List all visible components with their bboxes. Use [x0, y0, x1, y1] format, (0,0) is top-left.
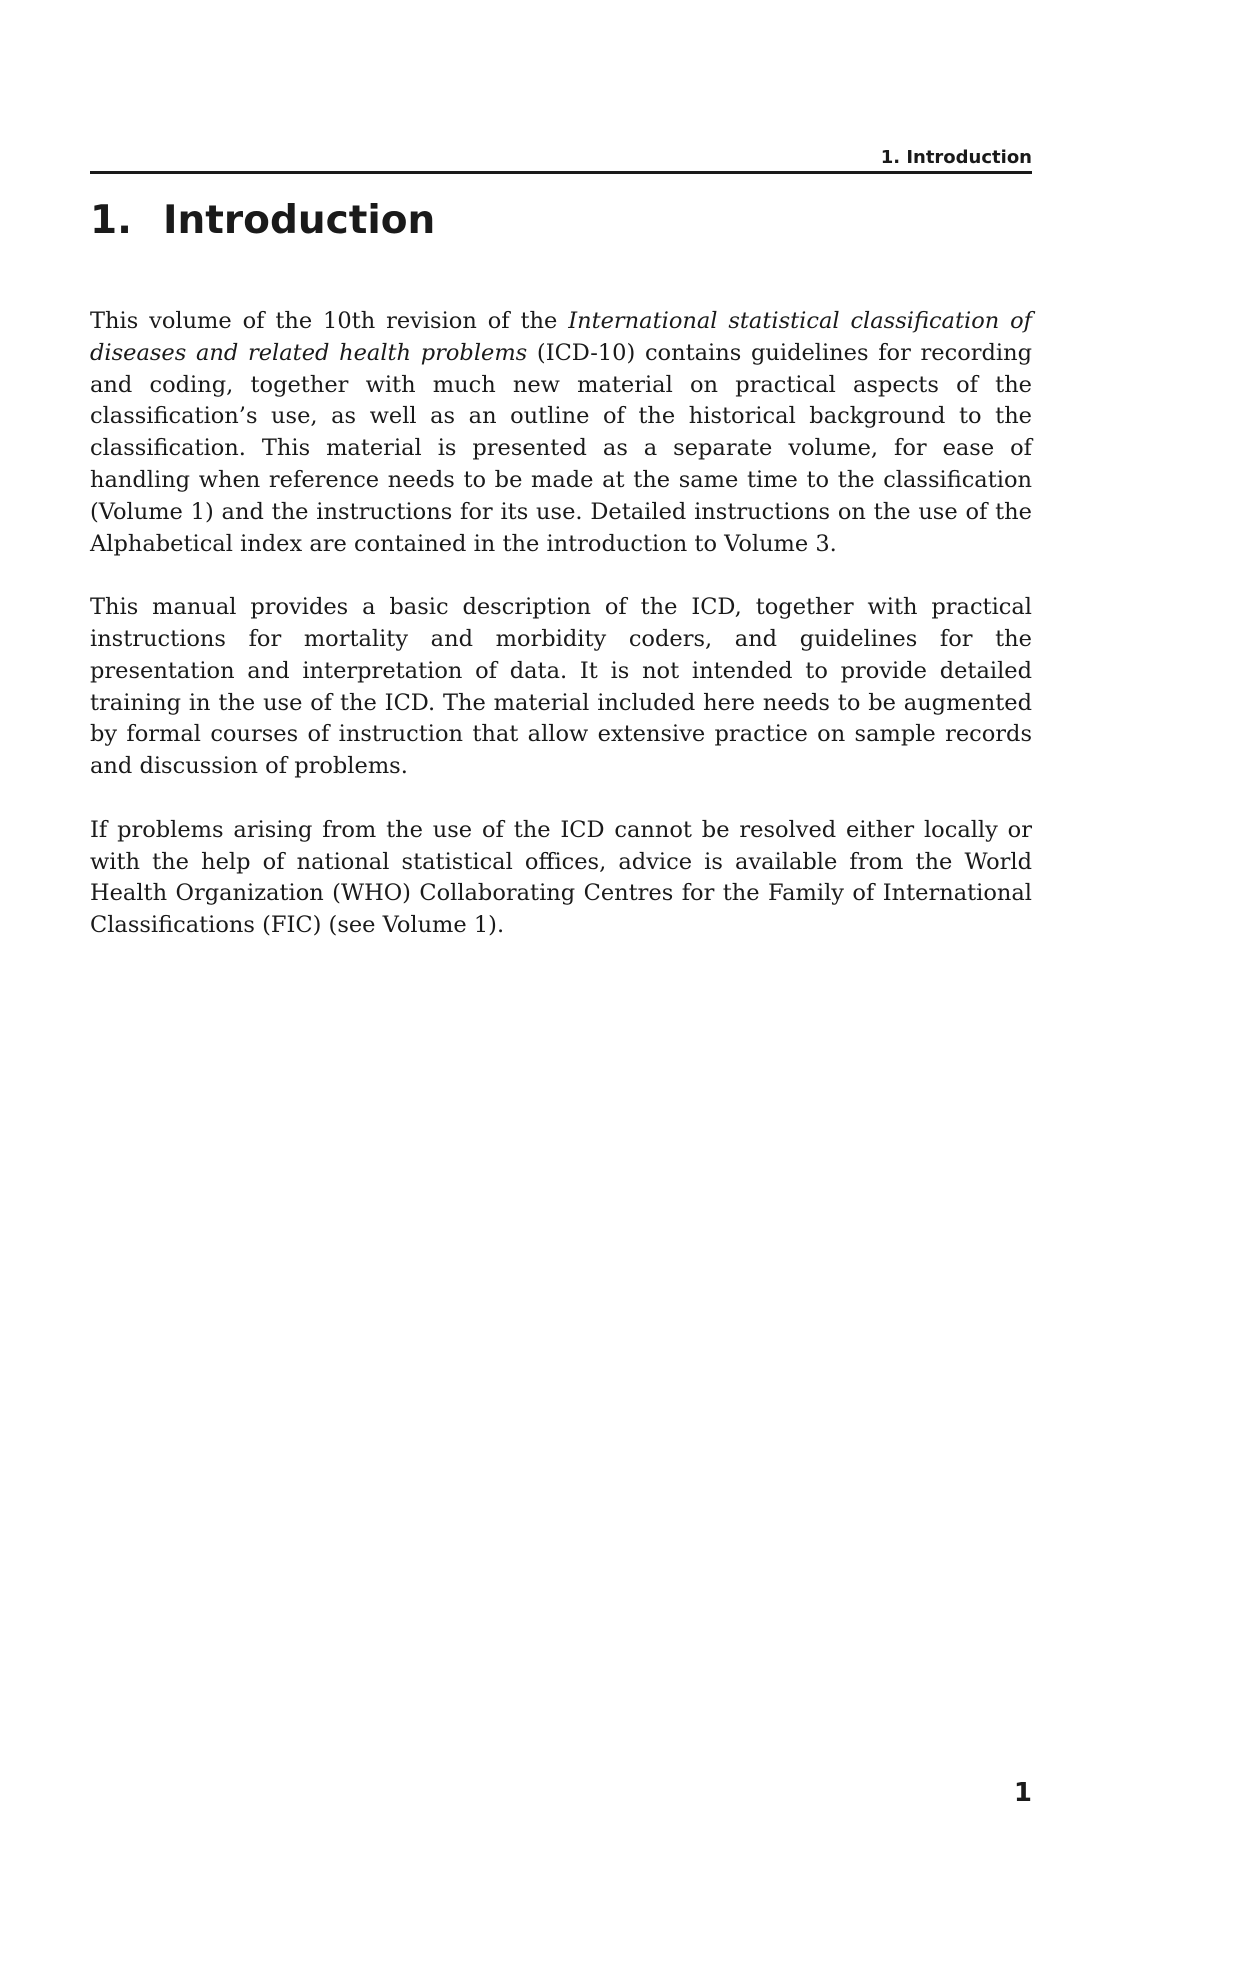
publication-title: International statistical classification of diseases and related health problems — [90, 308, 1032, 366]
chapter-title-text: Introduction — [163, 198, 436, 243]
paragraph-1 — [90, 306, 1032, 560]
paragraph-1-lead: This volume of the 10th revision of the — [90, 308, 569, 334]
chapter-title — [90, 196, 1032, 246]
paragraph-1-rest: (ICD-10) contains guidelines for recording and coding, together with much new material on practical aspects of the classification’s use, as well as an outline of the historical background to the classification. This material is presented as a separate volume, for ease of handling when reference needs to be made at the same time to the classification (Volume 1) and the instructions for its use. Detailed instructions on the use of the Alphabetical index are contained in the introduction to Volume 3. — [90, 339, 1032, 557]
page-number: 1 — [1013, 1778, 1032, 1808]
body-text — [90, 306, 1032, 974]
running-header: 1. Introduction — [880, 147, 1032, 168]
paragraph-3: If problems arising from the use of the ICD cannot be resolved either locally or with the help of national statistical offices, advice is available from the World Health Organization (WHO) Collaborating Centres for the Family of International Classifications (FIC) (see Volume 1). — [90, 816, 1032, 939]
paragraph-2: This manual provides a basic description of the ICD, together with practical instructions for mortality and morbidity coders, and guidelines for the presentation and interpretation of data. It is not intended to provide detailed training in the use of the ICD. The material included here needs to be augmented by formal courses of instruction that allow extensive practice on sample records and discussion of problems. — [90, 594, 1032, 780]
header-rule — [90, 171, 1032, 174]
chapter-number: 1. — [90, 198, 132, 243]
